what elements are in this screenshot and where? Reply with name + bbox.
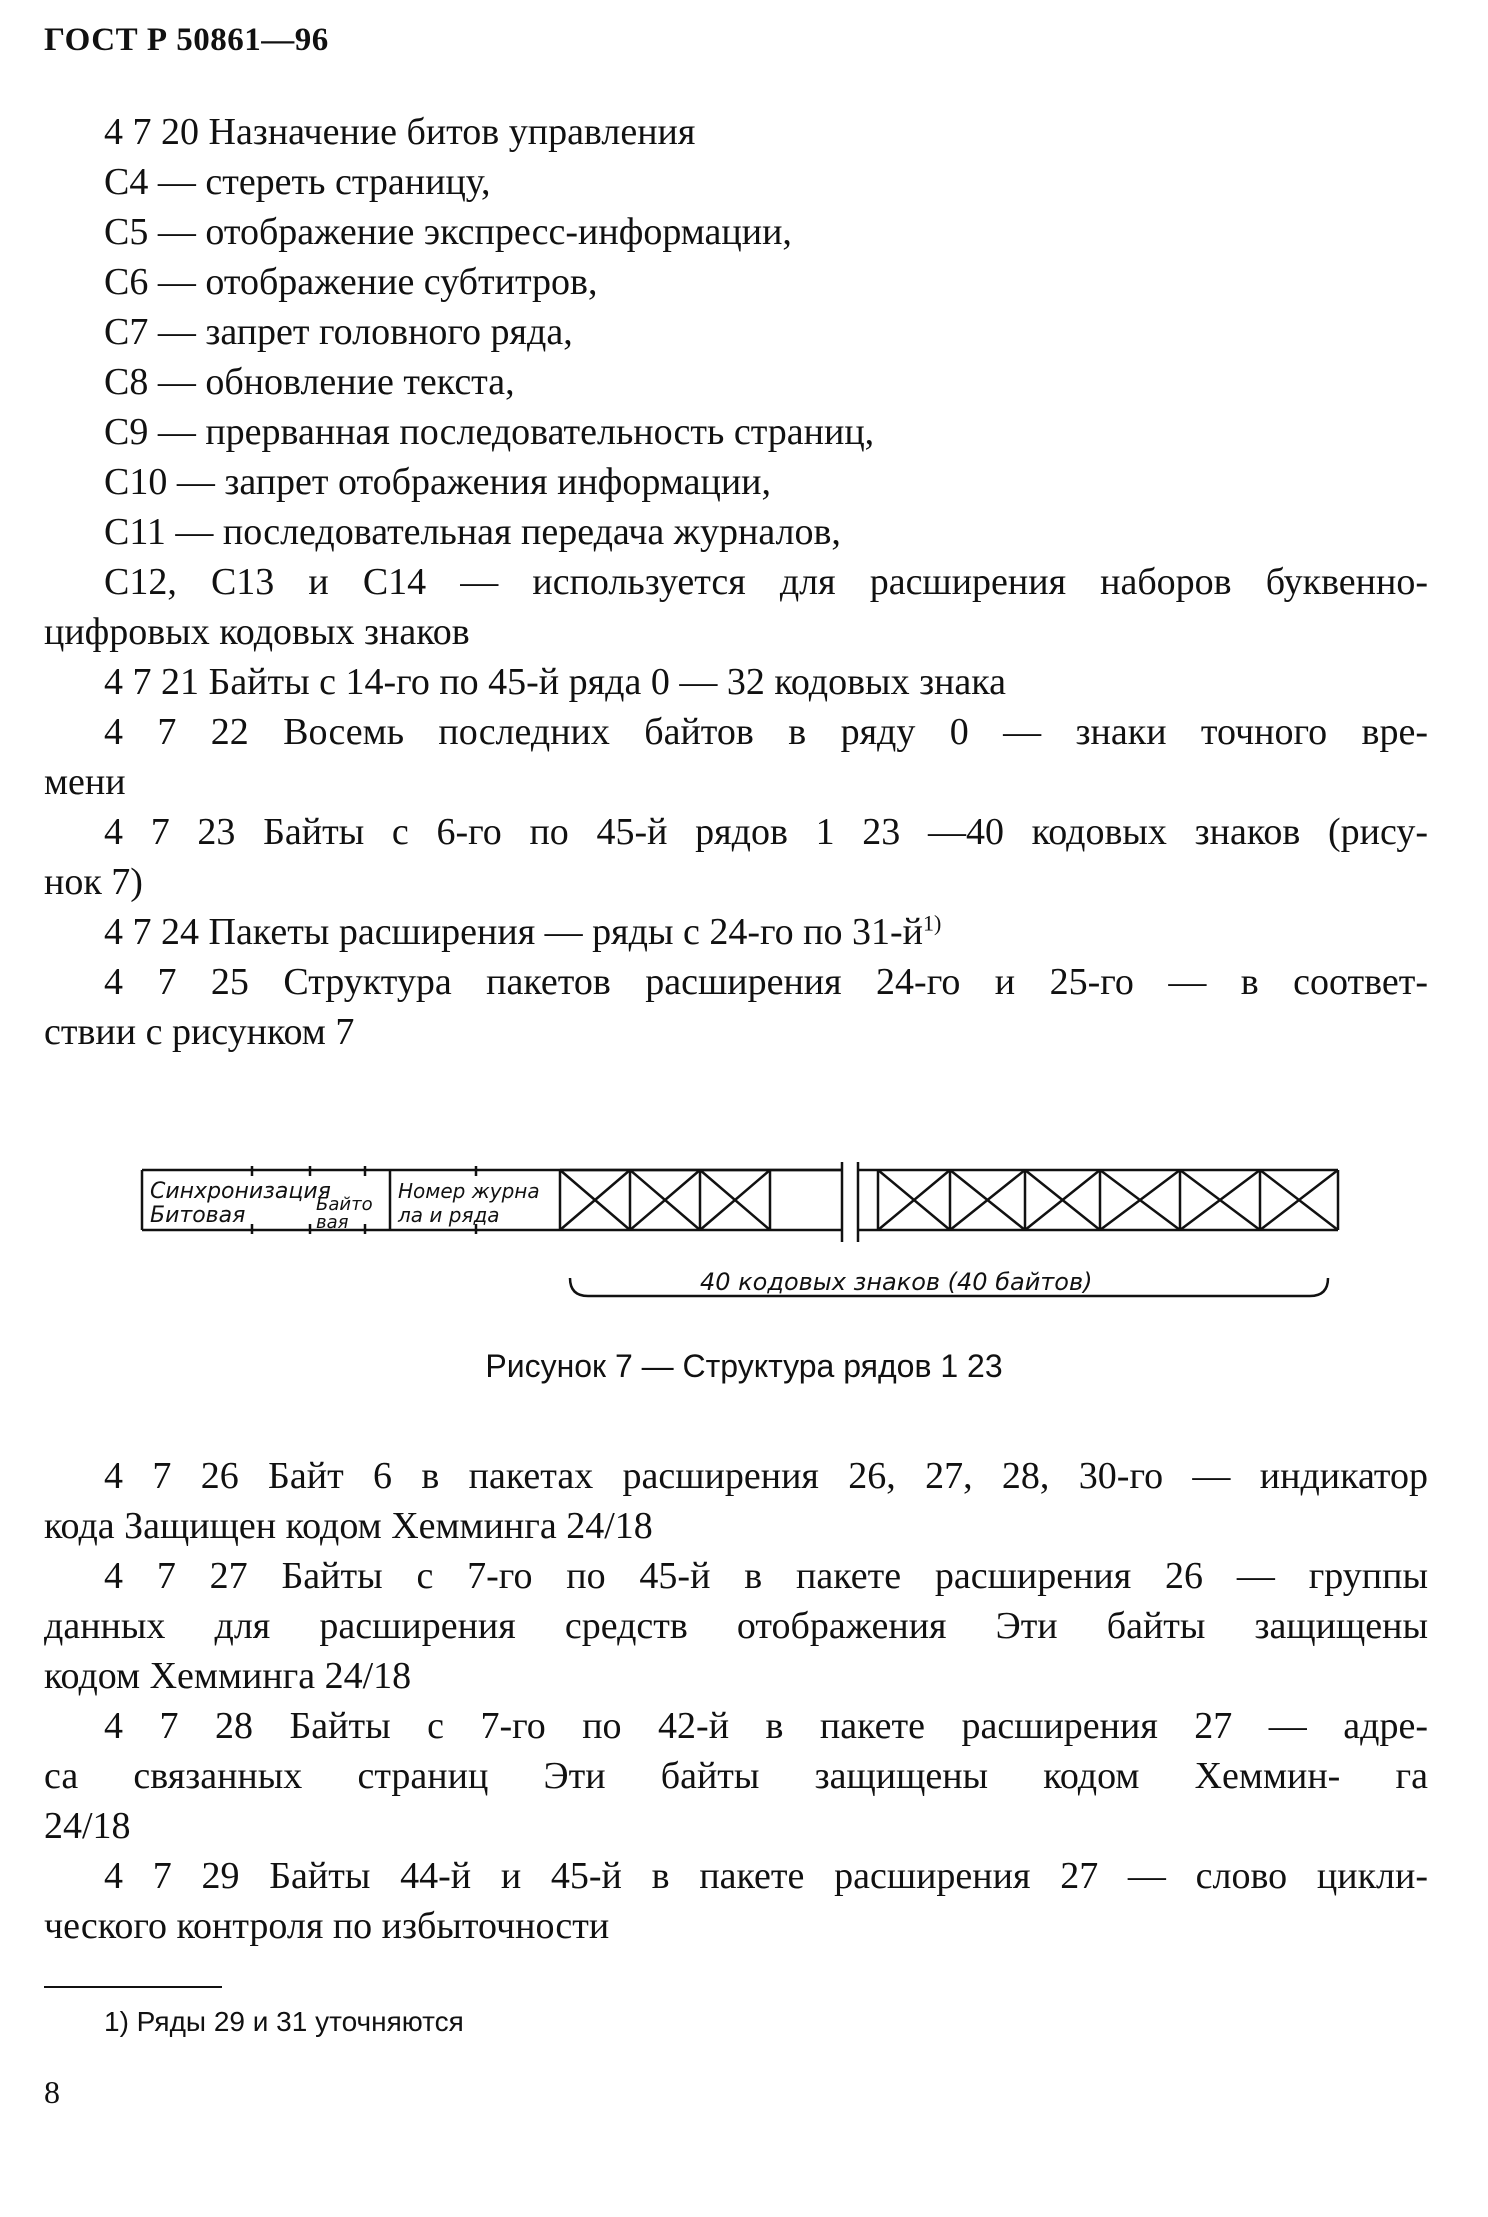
magazine-label-1: Номер журна bbox=[398, 1179, 540, 1203]
text-line: C10 — запрет отображения информации, bbox=[104, 461, 771, 503]
text-line: 4 7 28 Байты с 7-го по 42-й в пакете расширения 27 — адре- bbox=[104, 1705, 1428, 1747]
text-line: C6 — отображение субтитров, bbox=[104, 261, 598, 303]
byte-label-2: вая bbox=[316, 1212, 349, 1233]
footnote-mark: 1) bbox=[923, 910, 942, 936]
text-line: 4 7 20 Назначение битов управления bbox=[104, 111, 696, 153]
byte-label-1: Байто bbox=[316, 1194, 373, 1215]
text-line: C11 — последовательная передача журналов, bbox=[104, 511, 841, 553]
text-line bbox=[104, 908, 941, 956]
figure-caption: Рисунок 7 — Структура рядов 1 23 bbox=[485, 1348, 1003, 1384]
text-line: данных для расширения средств отображения Эти байты защищены bbox=[44, 1605, 1428, 1647]
sync-label-2: Битовая bbox=[150, 1203, 246, 1228]
footnote-divider bbox=[44, 1986, 222, 1988]
text-line: 4 7 23 Байты с 6-го по 45-й рядов 1 23 —40 кодовых знаков (рису- bbox=[104, 811, 1428, 853]
text-line: кода Защищен кодом Хемминга 24/18 bbox=[44, 1505, 653, 1547]
sync-label-1: Синхронизация bbox=[150, 1179, 331, 1204]
text-line: 4 7 26 Байт 6 в пакетах расширения 26, 27, 28, 30-го — индикатор bbox=[104, 1455, 1428, 1497]
text-line: C8 — обновление текста, bbox=[104, 361, 515, 403]
document-header: ГОСТ Р 50861—96 bbox=[44, 22, 329, 58]
text-line: ческого контроля по избыточности bbox=[44, 1905, 610, 1947]
text-line: 4 7 22 Восемь последних байтов в ряду 0 — знаки точного вре- bbox=[104, 711, 1428, 753]
footnote: 1) Ряды 29 и 31 уточняются bbox=[104, 2006, 464, 2037]
text-line: кодом Хемминга 24/18 bbox=[44, 1655, 412, 1697]
text-line: цифровых кодовых знаков bbox=[44, 611, 470, 653]
text-line: са связанных страниц Эти байты защищены кодом Хеммин- га bbox=[44, 1755, 1428, 1797]
text-line: нок 7) bbox=[44, 861, 143, 903]
text-line: ствии с рисунком 7 bbox=[44, 1011, 355, 1053]
text-line: 24/18 bbox=[44, 1805, 131, 1847]
text-line: C9 — прерванная последовательность страниц, bbox=[104, 411, 875, 453]
text-line: мени bbox=[44, 761, 126, 803]
text-line: 4 7 25 Структура пакетов расширения 24-го и 25-го — в соответ- bbox=[104, 961, 1428, 1003]
text-line: 4 7 29 Байты 44-й и 45-й в пакете расширения 27 — слово цикли- bbox=[104, 1855, 1428, 1897]
page-number: 8 bbox=[44, 2074, 60, 2110]
figure-row-structure bbox=[140, 1162, 1340, 1312]
text-line: C4 — стереть страницу, bbox=[104, 161, 491, 203]
text-line: C7 — запрет головного ряда, bbox=[104, 311, 573, 353]
brace-label: 40 кодовых знаков (40 байтов) bbox=[700, 1268, 1093, 1296]
figure-diagram bbox=[140, 1162, 1340, 1312]
text-line: 4 7 21 Байты с 14-го по 45-й ряда 0 — 32 кодовых знака bbox=[104, 661, 1007, 703]
text-line: C5 — отображение экспресс-информации, bbox=[104, 211, 792, 253]
text-line-content: 4 7 24 Пакеты расширения — ряды с 24-го по 31-й bbox=[104, 911, 924, 953]
text-line: 4 7 27 Байты с 7-го по 45-й в пакете расширения 26 — группы bbox=[104, 1555, 1428, 1597]
magazine-label-2: ла и ряда bbox=[398, 1203, 500, 1227]
text-line: C12, C13 и C14 — используется для расширения наборов буквенно- bbox=[104, 561, 1428, 603]
